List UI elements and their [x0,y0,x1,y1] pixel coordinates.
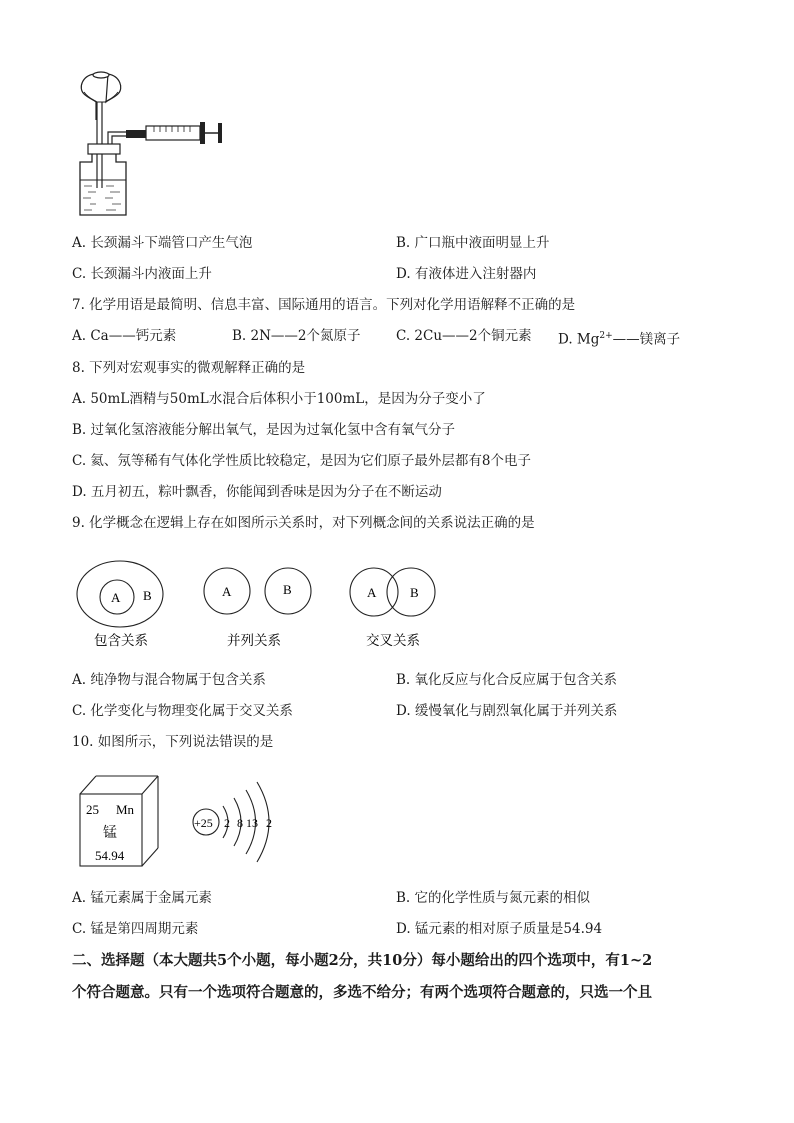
q7-option-a: A. Ca——钙元素 [72,328,177,344]
shell-3-electrons: 13 [246,816,258,830]
shell-2-electrons: 8 [237,816,243,830]
q6-option-a: A. 长颈漏斗下端管口产生气泡 [72,235,253,251]
q8-option-d: D. 五月初五，粽叶飘香，你能闻到香味是因为分子在不断运动 [72,484,442,500]
cross-caption: 交叉关系 [366,633,420,648]
q9-option-b: B. 氧化反应与化合反应属于包含关系 [396,672,618,688]
q9-option-a: A. 纯净物与混合物属于包含关系 [72,672,266,688]
q8-stem: 8. 下列对宏观事实的微观解释正确的是 [72,360,306,376]
q7-option-d-suffix: ——镁离子 [612,331,681,348]
nucleus-charge: +25 [194,816,213,830]
element-atomic-mass: 54.94 [95,848,125,863]
q8-option-c: C. 氦、氖等稀有气体化学性质比较稳定，是因为它们原子最外层都有8个电子 [72,453,532,469]
q6-option-b: B. 广口瓶中液面明显上升 [396,235,550,251]
q6-option-c: C. 长颈漏斗内液面上升 [72,266,212,282]
inclusion-label-a: A [111,590,121,605]
apparatus-figure [70,70,230,218]
q10-option-a: A. 锰元素属于金属元素 [72,890,212,906]
q9-option-d: D. 缓慢氧化与剧烈氧化属于并列关系 [396,703,618,719]
q10-option-c: C. 锰是第四周期元素 [72,921,199,937]
q8-option-b: B. 过氧化氢溶液能分解出氧气，是因为过氧化氢中含有氧气分子 [72,422,456,438]
q9-stem: 9. 化学概念在逻辑上存在如图所示关系时，对下列概念间的关系说法正确的是 [72,515,535,531]
shell-4-electrons: 2 [266,816,272,830]
inclusion-caption: 包含关系 [94,633,148,648]
q7-stem: 7. 化学用语是最简明、信息丰富、国际通用的语言。下列对化学用语解释不正确的是 [72,297,576,313]
section2-heading-line1: 二、选择题（本大题共5个小题，每小题2分，共10分）每小题给出的四个选项中，有1~2 [72,952,653,969]
parallel-caption: 并列关系 [227,633,281,648]
q10-option-b: B. 它的化学性质与氮元素的相似 [396,890,591,906]
concept-relationship-diagram [70,556,450,652]
cross-label-b: B [410,585,419,600]
element-symbol: Mn [116,802,135,817]
parallel-label-b: B [283,582,292,597]
q9-option-c: C. 化学变化与物理变化属于交叉关系 [72,703,293,719]
q7-option-c: C. 2Cu——2个铜元素 [396,328,532,344]
q7-option-d-charge: 2+ [599,331,613,341]
shell-1-electrons: 2 [224,816,230,830]
element-and-atom-figure [76,772,286,872]
q10-stem: 10. 如图所示，下列说法错误的是 [72,734,274,750]
q7-option-d-prefix: D. Mg [558,331,600,348]
q7-option-d [558,327,680,349]
q10-option-d: D. 锰元素的相对原子质量是54.94 [396,921,603,937]
element-name: 锰 [103,826,117,841]
cross-label-a: A [367,585,377,600]
parallel-label-a: A [222,584,232,599]
section2-heading-line2: 个符合题意。只有一个选项符合题意的，多选不给分；有两个选项符合题意的，只选一个且 [72,984,652,1001]
q7-option-b: B. 2N——2个氮原子 [232,328,361,344]
inclusion-label-b: B [143,588,152,603]
element-atomic-number: 25 [86,802,99,817]
q6-option-d: D. 有液体进入注射器内 [396,266,537,282]
q8-option-a: A. 50mL酒精与50mL水混合后体积小于100mL，是因为分子变小了 [72,391,486,407]
